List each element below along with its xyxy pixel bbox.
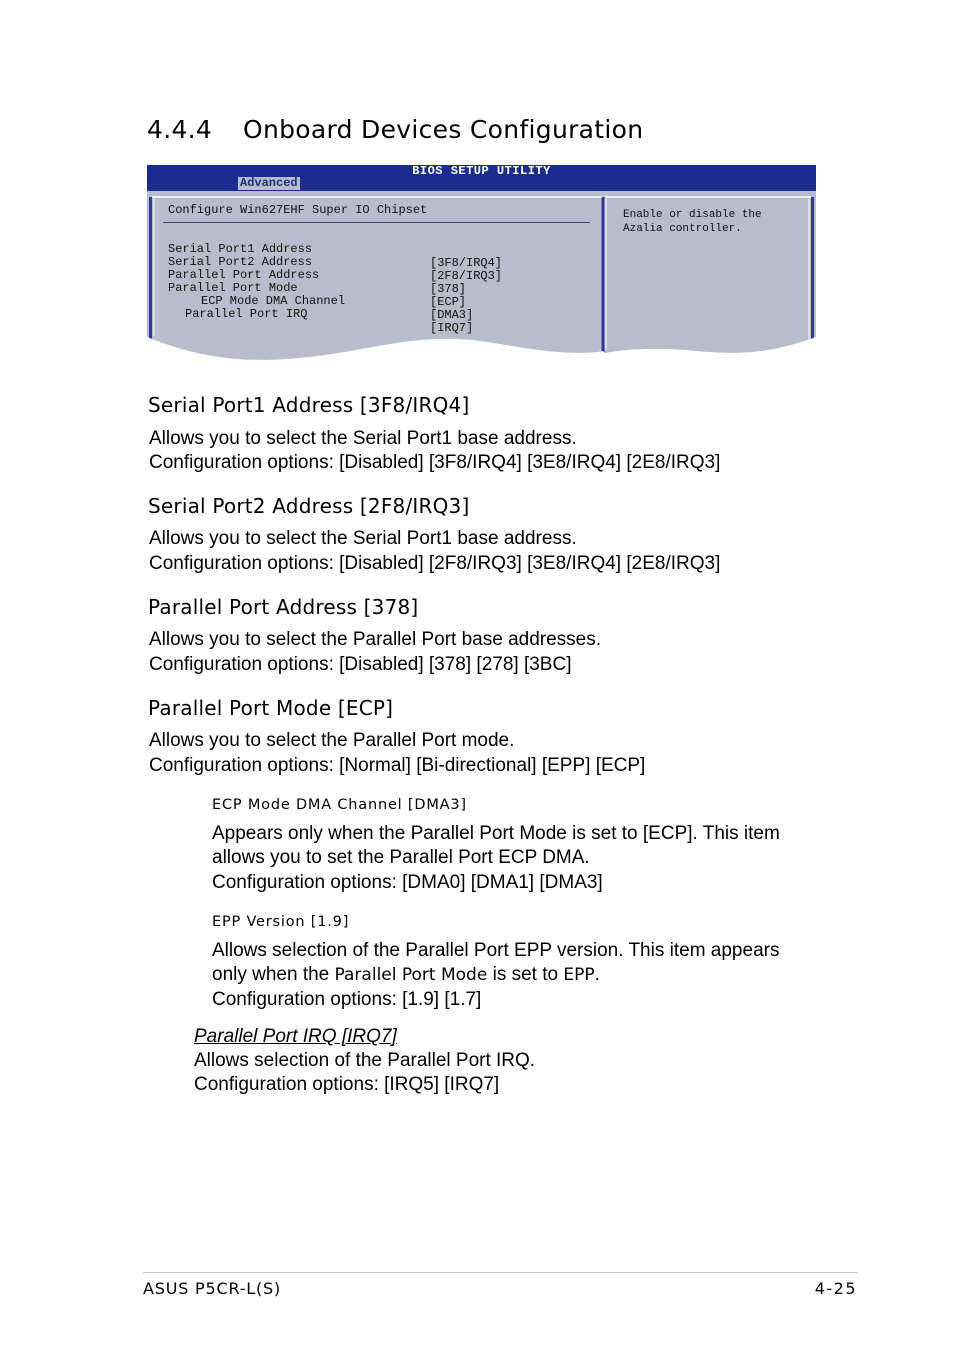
bios-row-label: ECP Mode DMA Channel	[201, 294, 346, 309]
footer-model: ASUS P5CR-L(S)	[143, 1279, 282, 1298]
footer-page-number: 4-25	[814, 1279, 857, 1298]
bios-heading: Configure Win627EHF Super IO Chipset	[168, 203, 428, 217]
bios-help-line: Enable or disable the	[623, 209, 762, 221]
bios-row-value: [2F8/IRQ3]	[430, 268, 503, 283]
bios-tab-advanced[interactable]: Advanced	[240, 176, 298, 190]
heading-serial-port2: Serial Port2 Address [2F8/IRQ3]	[148, 494, 470, 518]
text-fragment: .	[594, 964, 600, 985]
text-fragment: only when the	[212, 964, 335, 985]
bios-row-value: [3F8/IRQ4]	[430, 255, 503, 270]
bios-row-label: Parallel Port Mode	[168, 281, 298, 296]
bios-row-label: Parallel Port IRQ	[185, 307, 308, 322]
bios-row-label: Parallel Port Address	[168, 268, 320, 283]
heading-parallel-port-address: Parallel Port Address [378]	[148, 595, 419, 619]
heading-ecp-dma-channel: ECP Mode DMA Channel [DMA3]	[212, 797, 467, 813]
text-ecp-dma-line1: Appears only when the Parallel Port Mode is set to [ECP]. This item	[212, 823, 780, 844]
text-parallel-mode-desc: Allows you to select the Parallel Port mode.	[149, 730, 515, 751]
bios-row-label: Serial Port1 Address	[168, 242, 313, 257]
bios-row-value: [378]	[430, 281, 467, 296]
text-serial-port1-options: Configuration options: [Disabled] [3F8/IRQ4] [3E8/IRQ4] [2E8/IRQ3]	[149, 452, 721, 473]
bios-row-value: [ECP]	[430, 294, 467, 309]
emphasis-epp: EPP	[563, 965, 595, 985]
heading-epp-version: EPP Version [1.9]	[212, 914, 350, 930]
footer-divider	[143, 1272, 858, 1273]
emphasis-parallel-port-mode: Parallel Port Mode	[334, 965, 488, 985]
bios-row-value: [DMA3]	[430, 307, 474, 322]
bios-row-value: [IRQ7]	[430, 320, 474, 335]
text-ecp-dma-options: Configuration options: [DMA0] [DMA1] [DMA3]	[212, 872, 603, 893]
text-parallel-address-options: Configuration options: [Disabled] [378] [278] [3BC]	[149, 654, 572, 675]
heading-parallel-port-irq: Parallel Port IRQ [IRQ7]	[194, 1026, 397, 1047]
text-epp-line1: Allows selection of the Parallel Port EPP version. This item appears	[212, 940, 780, 961]
bios-utility-title: BIOS SETUP UTILITY	[412, 164, 551, 178]
text-parallel-mode-options: Configuration options: [Normal] [Bi-directional] [EPP] [ECP]	[149, 755, 646, 776]
text-serial-port2-desc: Allows you to select the Serial Port1 base address.	[149, 528, 577, 549]
section-number: 4.4.4	[147, 115, 213, 144]
section-title-text: Onboard Devices Configuration	[243, 115, 644, 144]
bios-help-text	[623, 208, 762, 236]
bios-help-line: Azalia controller.	[623, 223, 742, 235]
text-ecp-dma-line2: allows you to set the Parallel Port ECP DMA.	[212, 847, 590, 868]
text-serial-port1-desc: Allows you to select the Serial Port1 base address.	[149, 428, 577, 449]
section-title	[147, 115, 643, 144]
text-epp-options: Configuration options: [1.9] [1.7]	[212, 989, 482, 1010]
bios-panel	[147, 191, 816, 365]
text-parallel-irq-desc: Allows selection of the Parallel Port IRQ.	[194, 1050, 536, 1071]
heading-serial-port1: Serial Port1 Address [3F8/IRQ4]	[148, 393, 470, 417]
bios-screenshot	[147, 165, 816, 365]
text-serial-port2-options: Configuration options: [Disabled] [2F8/IRQ3] [3E8/IRQ4] [2E8/IRQ3]	[149, 553, 721, 574]
heading-parallel-port-mode: Parallel Port Mode [ECP]	[148, 696, 394, 720]
bios-divider	[163, 222, 590, 223]
text-fragment: is set to	[487, 964, 564, 985]
text-epp-line2	[212, 963, 600, 988]
text-parallel-irq-options: Configuration options: [IRQ5] [IRQ7]	[194, 1074, 500, 1095]
text-parallel-address-desc: Allows you to select the Parallel Port base addresses.	[149, 629, 602, 650]
bios-row-label: Serial Port2 Address	[168, 255, 313, 270]
